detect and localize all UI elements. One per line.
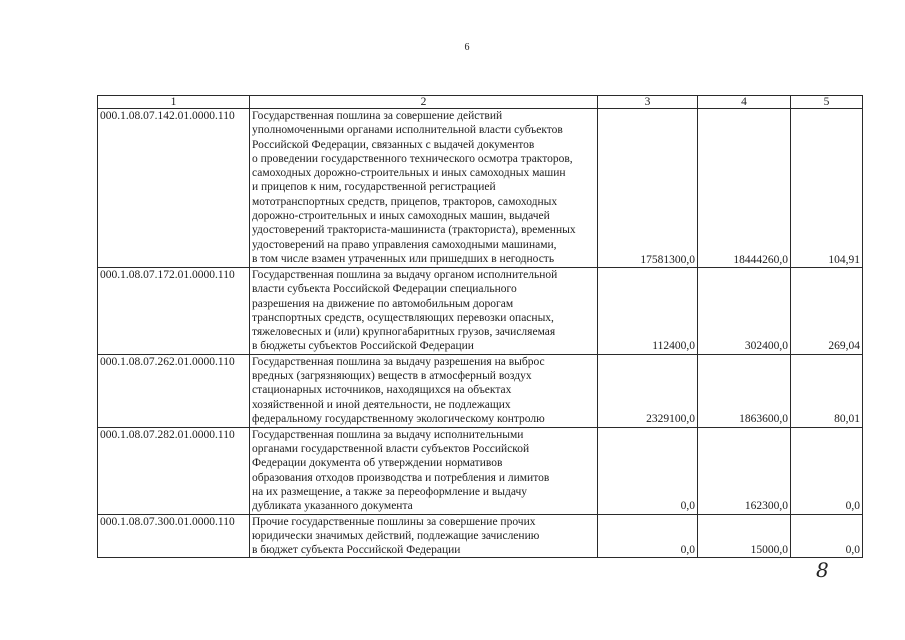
description-line: самоходных дорожно-строительных и иных самоходных машин — [252, 167, 566, 180]
value-column-4: 15000,0 — [698, 514, 791, 558]
description-line: Прочие государственные пошлины за совершение прочих — [252, 515, 536, 528]
budget-classification-code: 000.1.08.07.262.01.0000.110 — [98, 354, 250, 427]
description-line: и прицепов к ним, государственной регистрацией — [252, 181, 496, 194]
value-column-3: 2329100,0 — [598, 354, 698, 427]
value-column-5: 0,0 — [791, 427, 863, 514]
table-row — [98, 268, 863, 355]
description-line: тяжеловесных и (или) крупногабаритных грузов, зачисляемая — [252, 326, 556, 339]
column-number-4: 4 — [698, 96, 791, 109]
value-column-5: 269,04 — [791, 268, 863, 355]
value-column-4: 162300,0 — [698, 427, 791, 514]
value-column-4: 302400,0 — [698, 268, 791, 355]
page-number: 6 — [464, 42, 470, 53]
description-line: дубликата указанного документа — [252, 500, 413, 513]
revenue-description — [250, 427, 598, 514]
value-column-4: 1863600,0 — [698, 354, 791, 427]
description-line: дорожно-строительных и иных самоходных машин, выдачей — [252, 210, 550, 223]
description-line: юридически значимых действий, подлежащие зачислению — [252, 529, 540, 542]
description-line: уполномоченными органами исполнительной власти субъектов — [252, 124, 563, 137]
description-line: в том числе взамен утраченных или пришедших в негодность — [252, 252, 555, 265]
table-row — [98, 514, 863, 558]
description-line: вредных (загрязняющих) веществ в атмосферный воздух — [252, 370, 532, 383]
value-column-5: 104,91 — [791, 109, 863, 268]
description-line: Государственная пошлина за совершение действий — [252, 110, 503, 122]
column-number-3: 3 — [598, 96, 698, 109]
value-column-3: 112400,0 — [598, 268, 698, 355]
value-column-5: 0,0 — [791, 514, 863, 558]
revenue-description — [250, 109, 598, 268]
description-line: стационарных источников, находящихся на объектах — [252, 384, 512, 397]
value-column-3: 17581300,0 — [598, 109, 698, 268]
column-number-2: 2 — [250, 96, 598, 109]
description-line: Государственная пошлина за выдачу исполнительными — [252, 428, 524, 441]
description-line: о проведении государственного технического осмотра тракторов, — [252, 152, 573, 165]
budget-classification-code: 000.1.08.07.282.01.0000.110 — [98, 427, 250, 514]
table-row — [98, 427, 863, 514]
description-line: Государственная пошлина за выдачу разрешения на выброс — [252, 355, 545, 368]
description-line: в бюджет субъекта Российской Федерации — [252, 544, 461, 557]
handwritten-page-mark: 8 — [816, 558, 829, 582]
column-number-5: 5 — [791, 96, 863, 109]
budget-revenue-table — [97, 95, 863, 558]
description-line: в бюджеты субъектов Российской Федерации — [252, 340, 474, 353]
table-header-row — [98, 96, 863, 109]
description-line: власти субъекта Российской Федерации специального — [252, 283, 517, 296]
column-number-1: 1 — [98, 96, 250, 109]
table-row — [98, 109, 863, 268]
description-line: удостоверений тракториста-машиниста (тракториста), временных — [252, 224, 576, 237]
description-line: мототранспортных средств, прицепов, тракторов, самоходных — [252, 195, 558, 208]
budget-classification-code: 000.1.08.07.142.01.0000.110 — [98, 109, 250, 268]
description-line: удостоверений на право управления самоходными машинами, — [252, 238, 557, 251]
description-line: Государственная пошлина за выдачу органом исполнительной — [252, 269, 558, 281]
description-line: Российской Федерации, связанных с выдачей документов — [252, 138, 535, 151]
budget-classification-code: 000.1.08.07.300.01.0000.110 — [98, 514, 250, 558]
budget-classification-code: 000.1.08.07.172.01.0000.110 — [98, 268, 250, 355]
revenue-description — [250, 514, 598, 558]
description-line: образования отходов производства и потребления и лимитов — [252, 471, 550, 484]
description-line: органами государственной власти субъектов Российской — [252, 443, 530, 456]
revenue-description — [250, 354, 598, 427]
description-line: на их размещение, а также за переоформление и выдачу — [252, 485, 528, 498]
description-line: Федерации документа об утверждении нормативов — [252, 457, 503, 470]
description-line: федеральному государственному экологическому контролю — [252, 412, 545, 425]
table-row — [98, 354, 863, 427]
description-line: хозяйственной и иной деятельности, не подлежащих — [252, 398, 511, 411]
description-line: транспортных средств, осуществляющих перевозки опасных, — [252, 311, 554, 324]
value-column-4: 18444260,0 — [698, 109, 791, 268]
description-line: разрешения на движение по автомобильным дорогам — [252, 297, 514, 310]
value-column-5: 80,01 — [791, 354, 863, 427]
value-column-3: 0,0 — [598, 427, 698, 514]
revenue-description — [250, 268, 598, 355]
value-column-3: 0,0 — [598, 514, 698, 558]
